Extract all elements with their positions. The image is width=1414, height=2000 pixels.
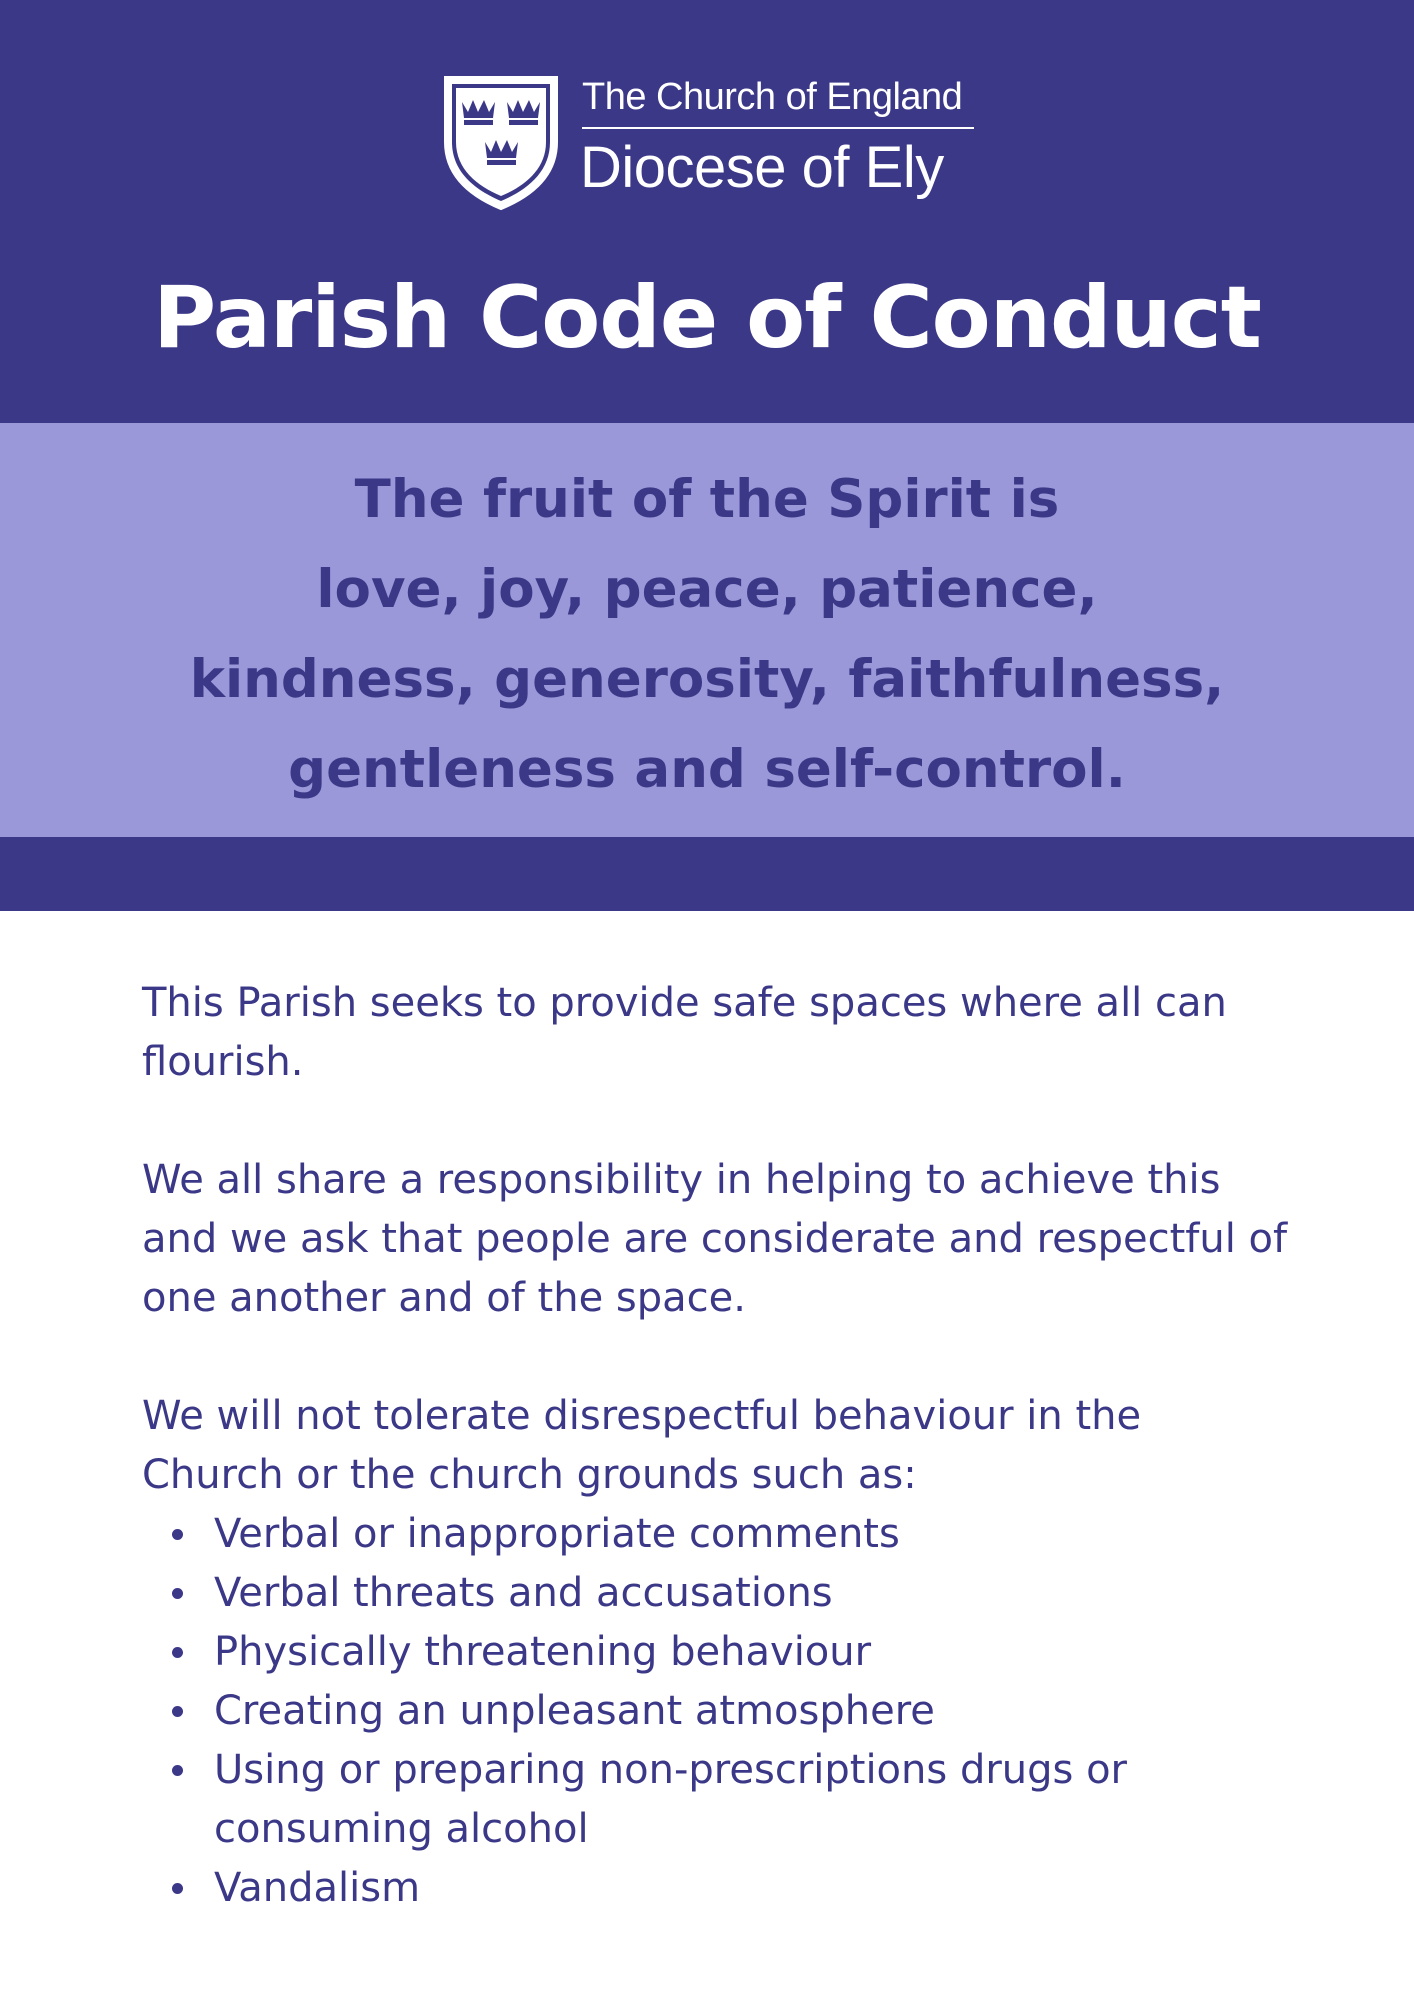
list-item: Physically threatening behaviour: [214, 1623, 1292, 1682]
verse-line: love, joy, peace, patience,: [316, 559, 1098, 620]
shield-icon: [440, 72, 562, 212]
header-banner: [0, 0, 1414, 423]
logo-divider: [582, 127, 974, 129]
responsibility-paragraph: We all share a responsibility in helping to achieve this and we ask that people are considerate and respectful of one another and of the space.: [142, 1157, 1288, 1321]
diocese-logo: [440, 72, 980, 212]
page-title: Parish Code of Conduct: [153, 268, 1261, 368]
verse-quote: [0, 455, 1414, 815]
body-content: [142, 974, 1292, 1918]
verse-line: gentleness and self-control.: [288, 739, 1126, 800]
list-item: Vandalism: [214, 1859, 1292, 1918]
logo-diocese-name: Diocese of Ely: [580, 135, 944, 200]
intro-paragraph: This Parish seeks to provide safe spaces where all can flourish.: [142, 980, 1227, 1085]
logo-church-name: The Church of England: [582, 76, 963, 118]
verse-line: kindness, generosity, faithfulness,: [189, 649, 1225, 710]
list-item: Verbal or inappropriate comments: [214, 1505, 1292, 1564]
behaviour-intro-paragraph: We will not tolerate disrespectful behaviour in the Church or the church grounds such as:: [142, 1393, 1142, 1498]
list-item: Verbal threats and accusations: [214, 1564, 1292, 1623]
list-item: Using or preparing non-prescriptions drugs or consuming alcohol: [214, 1741, 1292, 1859]
behaviour-list: [142, 1505, 1292, 1918]
verse-line: The fruit of the Spirit is: [354, 469, 1060, 530]
list-item: Creating an unpleasant atmosphere: [214, 1682, 1292, 1741]
header-bottom-band: [0, 837, 1414, 911]
